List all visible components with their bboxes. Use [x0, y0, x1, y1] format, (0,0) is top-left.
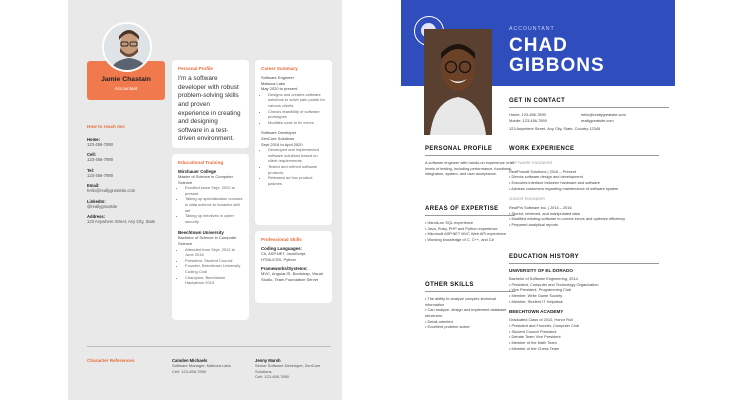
- list-item: • Member of the Chess Team: [509, 345, 560, 351]
- list-item: • Directs software design and development: [509, 174, 583, 180]
- list-item: • Prepared analytical reports: [509, 221, 558, 227]
- list-item-text: Java, Ruby, PHP and Python experience: [427, 225, 498, 231]
- email-address: hello@reallygreatsite.com: [581, 112, 626, 117]
- list-item-text: Stored, retrieved, and manipulated data: [511, 210, 580, 216]
- expertise-heading: AREAS OF EXPERTISE: [425, 206, 499, 212]
- resume-jamie-chastain: [68, 0, 342, 400]
- profile-heading: Personal Profile: [178, 66, 213, 71]
- profile-photo: [102, 22, 152, 72]
- list-item: • Executes interface between hardware and software: [509, 179, 600, 185]
- person-name: [509, 36, 605, 76]
- list-item-text: The ability to analyze complex technical information: [425, 296, 496, 307]
- job-title: ACCOUNTANT: [509, 26, 555, 32]
- list-item: • Champion, Beechtown Hackathon 2015: [185, 275, 243, 286]
- section-rule: [509, 263, 659, 264]
- skills-heading: Professional Skills: [261, 237, 302, 242]
- reference-role: Senior Software Developer, ZenCore Solutions: [255, 363, 321, 374]
- reference-phone: Cell: 123-456-7890: [255, 374, 290, 380]
- list-item-text: Member, Write Game Society: [511, 292, 563, 298]
- contact-value: 123-456-7890: [87, 142, 114, 147]
- skills-text: C#, ASP.NET, JavaScript, HTML/CSS, Python: [261, 251, 307, 262]
- profile-text: I'm a software developer with robust problem-solving skills and proven experience in creating and designing software in a test-driven environment.: [178, 75, 241, 143]
- school-degree: Bachelor of Science in Computer Science: [178, 235, 237, 246]
- job-company: Mattoca Labs: [261, 80, 286, 86]
- person-title: Accountant: [114, 86, 138, 91]
- contact-heading: How to reach me:: [87, 124, 126, 129]
- profile-text: A software engineer with hands-on experience in all levels of testing, including performance, functional, integration, system, and user acceptance.: [425, 160, 514, 177]
- expertise-section: [425, 206, 515, 243]
- list-item-text: Modified existing software to correct errors and optimize efficiency: [511, 216, 626, 222]
- list-item: • Working knowledge of C, C++, and C#: [425, 236, 494, 242]
- job-dates: May 2020 to present: [261, 86, 298, 92]
- section-rule: [425, 215, 515, 216]
- job-role: Software Developer: [261, 130, 297, 136]
- list-item: • Debate Team Vice President: [509, 334, 561, 340]
- section-rule: [425, 291, 515, 292]
- mobile-phone: Mobile: 123-456-7890: [509, 117, 547, 123]
- contact-heading: GET IN CONTACT: [509, 98, 566, 104]
- contact-section: [509, 98, 669, 131]
- career-summary-card: [255, 60, 332, 225]
- work-heading: WORK EXPERIENCE: [509, 146, 575, 152]
- list-item: • Excellent problem solver: [425, 324, 470, 330]
- skills-label: Coding Languages:: [261, 246, 302, 251]
- contact-value: @reallygreatsite: [87, 203, 118, 209]
- list-item: • Taking up specialization courses in data science to broaden skill set: [185, 196, 243, 213]
- other-skills-section: [425, 282, 515, 330]
- list-item: • Taking up electives in cyber security: [185, 213, 243, 224]
- reference-role: Software Manager, Mattoca Labs: [172, 363, 231, 368]
- list-item: • Modified existing software to correct errors and optimize efficiency: [509, 216, 626, 222]
- profile-heading: PERSONAL PROFILE: [425, 146, 493, 152]
- list-item: • President, Computer and Technology Organization: [509, 281, 599, 287]
- list-item: • Advises customers regarding maintenance of software system: [509, 185, 619, 191]
- education-heading: EDUCATION HISTORY: [509, 254, 580, 260]
- list-item-text: Microsoft ASP.NET MVC Web API experience: [427, 231, 507, 237]
- job-title: JUNIOR ENGINEER: [509, 196, 545, 202]
- contact-value: 123-456-7890: [87, 157, 114, 163]
- school-name: Beechtown University: [178, 230, 224, 236]
- list-item: • Microsoft ASP.NET MVC Web API experience: [425, 231, 507, 237]
- website: reallygreatsite.com: [581, 117, 614, 123]
- list-item: • Designs and creates software solutions to solve pain points for various clients: [268, 92, 326, 109]
- list-item-text: Working knowledge of C, C++, and C#: [427, 236, 494, 242]
- list-item: • Founder, Beechtown University Coding Club: [185, 263, 243, 274]
- references-heading: Character References: [87, 358, 135, 363]
- list-item: • Can analyze, design and implement database structures: [425, 307, 507, 318]
- school-line: Bachelor of Software Engineering, 2014: [509, 276, 578, 281]
- list-item-text: President and Founder, Computer Club: [511, 322, 580, 328]
- list-item-text: Directs software design and development: [511, 174, 583, 180]
- work-experience-section: [509, 146, 659, 228]
- job-dates: RealProsoft Solutions | 2016 – Present: [509, 168, 576, 174]
- school-details: [185, 247, 243, 286]
- list-item-text: Hands-on SQL experience: [427, 220, 474, 225]
- school-name: UNIVERSITY OF EL DORADO: [509, 268, 573, 273]
- list-item-text: Advises customers regarding maintenance of software system: [511, 185, 619, 191]
- career-heading: Career Summary: [261, 66, 298, 71]
- list-item: • Hands-on SQL experience: [425, 220, 474, 225]
- list-item: • Tested and refined software products: [268, 164, 326, 175]
- section-divider: [87, 346, 331, 347]
- profile-photo: [424, 29, 492, 135]
- first-name: CHAD: [509, 35, 568, 56]
- contact-value: 123-456-7890: [87, 172, 114, 178]
- education-section: [509, 254, 659, 351]
- list-item-text: Vice President, Programming Club: [511, 287, 572, 293]
- contact-label: Tel:: [87, 167, 95, 173]
- person-name: Jamie Chastain: [101, 76, 151, 83]
- reference-item: [172, 358, 252, 374]
- resume-chad-gibbons: [401, 0, 675, 400]
- list-item: • Member of the Math Team: [509, 339, 557, 345]
- education-heading: Educational Training: [178, 160, 224, 165]
- list-item: • Enrolled since Sept. 2020 to present: [185, 185, 243, 196]
- last-name: GIBBONS: [509, 54, 605, 76]
- personal-profile-card: [172, 60, 249, 148]
- reference-phone: Cell: 123-456-7890: [172, 368, 207, 374]
- contact-row: [509, 118, 669, 124]
- list-item-text: Debate Team Vice President: [511, 334, 561, 340]
- list-item: • Member, Student IT Helpdesk: [509, 298, 563, 304]
- job-company: ZenCore Solutions: [261, 135, 295, 141]
- list-item-text: Student Council President: [511, 328, 557, 334]
- contact-label: Cell:: [87, 152, 97, 158]
- list-item: • Vice President, Programming Club: [509, 287, 572, 293]
- reference-name: Jenny Marsh: [255, 358, 281, 363]
- list-item: • Checks feasibility of software prototypes: [268, 109, 326, 120]
- contact-label: Email:: [87, 183, 100, 189]
- list-item: • Stored, retrieved, and manipulated data: [509, 210, 580, 216]
- school-name: Mirchauer College: [178, 169, 217, 174]
- list-item-text: Prepared analytical reports: [511, 221, 558, 227]
- list-item-text: President, Computer and Technology Organization: [511, 281, 599, 287]
- skills-text: MVC, AngularJS, Bootstrap, Visual Studio, Team Foundation Server: [261, 271, 323, 282]
- list-item-text: Member of the Chess Team: [511, 345, 560, 351]
- list-item-text: Can analyze, design and implement database structures: [425, 307, 507, 318]
- list-item: • Released ad hoc product patches: [268, 175, 326, 186]
- list-item: • Detail-oriented: [425, 318, 453, 324]
- list-item-text: Executes interface between hardware and software: [511, 179, 600, 185]
- list-item: • President, Student Council: [185, 258, 243, 264]
- home-phone: Home: 123-456-7890: [509, 112, 546, 117]
- list-item: • The ability to analyze complex technical information: [425, 296, 496, 307]
- reference-name: Camden Michaels: [172, 358, 208, 363]
- list-item: • Developed and implemented software solutions based on client requirements: [268, 147, 326, 164]
- contact-value: hello@reallygreatsite.com: [87, 188, 136, 194]
- reference-item: [255, 358, 335, 380]
- job-duties: [268, 147, 326, 186]
- school-details: [185, 185, 243, 224]
- list-item: • President and Founder, Computer Club: [509, 322, 580, 328]
- other-skills-heading: OTHER SKILLS: [425, 282, 474, 288]
- list-item: • Java, Ruby, PHP and Python experience: [425, 225, 498, 231]
- section-rule: [509, 155, 659, 156]
- job-dates: Sept 2016 to April 2020: [261, 141, 303, 147]
- section-rule: [425, 155, 515, 156]
- job-dates: RealPro Software Inc. | 2014 – 2016: [509, 204, 572, 210]
- list-item-text: Member of the Math Team: [511, 339, 557, 345]
- list-item-text: Excellent problem solver: [427, 324, 470, 330]
- education-card: [172, 154, 249, 320]
- school-degree: Master of Science in Computer Science: [178, 174, 233, 185]
- job-role: Software Engineer: [261, 75, 294, 80]
- contact-value: 123 Anywhere Street, Any City, State: [87, 219, 156, 225]
- address: 123 Anywhere Street, Any City, State, Country 12345: [509, 125, 601, 131]
- list-item-text: Member, Student IT Helpdesk: [511, 298, 563, 304]
- school-name: BEECHTOWN ACADEMY: [509, 309, 564, 315]
- skills-card: [255, 231, 332, 303]
- contact-label: LinkedIn:: [87, 198, 106, 204]
- contact-label: Home:: [87, 137, 101, 142]
- section-rule: [509, 107, 669, 108]
- list-item: • Member, Write Game Society: [509, 292, 563, 298]
- skills-label: Frameworks/Systems:: [261, 266, 308, 272]
- list-item: • Attended from Sept. 2012 to June 2016: [185, 247, 243, 258]
- list-item: • Student Council President: [509, 328, 557, 334]
- job-title: SOFTWARE ENGINEER: [509, 160, 553, 165]
- list-item-text: Detail-oriented: [427, 318, 453, 324]
- list-item: • Modifies code to fix errors: [268, 120, 326, 126]
- contact-label: Address:: [87, 214, 106, 220]
- job-duties: [268, 92, 326, 126]
- personal-profile-section: [425, 146, 515, 177]
- school-line: Graduated Class of 2010, Honor Roll: [509, 317, 573, 323]
- contact-section: [87, 124, 167, 225]
